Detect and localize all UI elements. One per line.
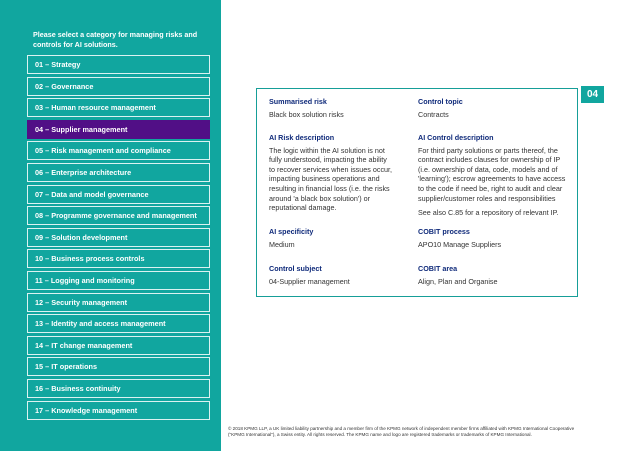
summarised-risk-value: Black box solution risks <box>269 109 344 119</box>
control-subject-value: 04-Supplier management <box>269 276 350 286</box>
nav-item-business-continuity[interactable]: 16 – Business continuity <box>27 379 210 398</box>
cobit-area-block <box>418 264 573 286</box>
summarised-risk-block <box>269 97 394 119</box>
control-subject-block <box>269 264 394 286</box>
ai-control-description-block <box>418 133 573 218</box>
ai-specificity-block <box>269 227 394 249</box>
category-nav <box>27 55 210 422</box>
nav-item-knowledge-management[interactable]: 17 – Knowledge management <box>27 401 210 420</box>
nav-item-logging-and-monitoring[interactable]: 11 – Logging and monitoring <box>27 271 210 290</box>
category-sidebar <box>0 0 221 451</box>
nav-item-security-management[interactable]: 12 – Security management <box>27 293 210 312</box>
copyright-footer: © 2018 KPMG LLP, a UK limited liability partnership and a member firm of the KPMG network of independent member firms affiliated with KPMG International Cooperative ("KPMG International"), a Swiss entity. All rights reserved. The KPMG name and logo are registered trademarks or trademarks of KPMG International. <box>228 426 575 437</box>
nav-item-enterprise-architecture[interactable]: 06 – Enterprise architecture <box>27 163 210 182</box>
control-topic-block <box>418 97 573 119</box>
control-topic-value: Contracts <box>418 109 449 119</box>
page-number-tab: 04 <box>581 86 604 103</box>
ai-risk-description-heading: AI Risk description <box>269 133 335 142</box>
nav-item-data-and-model-governance[interactable]: 07 – Data and model governance <box>27 185 210 204</box>
cobit-process-heading: COBIT process <box>418 227 470 236</box>
ai-control-description-note: See also C.85 for a repository of relevant IP. <box>418 208 559 218</box>
sidebar-intro: Please select a category for managing risks and controls for AI solutions. <box>33 30 198 49</box>
nav-item-solution-development[interactable]: 09 – Solution development <box>27 228 210 247</box>
nav-item-human-resource-management[interactable]: 03 – Human resource management <box>27 98 210 117</box>
cobit-process-value: APO10 Manage Suppliers <box>418 239 502 249</box>
control-topic-heading: Control topic <box>418 97 463 106</box>
ai-risk-description-block <box>269 133 394 213</box>
nav-item-governance[interactable]: 02 – Governance <box>27 77 210 96</box>
nav-item-identity-and-access-management[interactable]: 13 – Identity and access management <box>27 314 210 333</box>
cobit-area-value: Align, Plan and Organise <box>418 276 498 286</box>
ai-control-description-heading: AI Control description <box>418 133 494 142</box>
ai-risk-description-text: The logic within the AI solution is not fully understood, impacting the ability to recover services when issues occur, impacting business operations and resulting in financial loss (i.e. the risks around 'a black box solution') or reputational damage. <box>269 145 393 213</box>
ai-specificity-value: Medium <box>269 239 295 249</box>
ai-specificity-heading: AI specificity <box>269 227 314 236</box>
cobit-area-heading: COBIT area <box>418 264 458 273</box>
cobit-process-block <box>418 227 573 249</box>
nav-item-programme-governance[interactable]: 08 – Programme governance and management <box>27 206 210 225</box>
summarised-risk-heading: Summarised risk <box>269 97 327 106</box>
nav-item-risk-management-and-compliance[interactable]: 05 – Risk management and compliance <box>27 141 210 160</box>
nav-item-it-change-management[interactable]: 14 – IT change management <box>27 336 210 355</box>
nav-item-supplier-management[interactable]: 04 – Supplier management <box>27 120 210 139</box>
control-subject-heading: Control subject <box>269 264 322 273</box>
ai-control-description-text: For third party solutions or parts thereof, the contract includes clauses for ownership of IP (i.e. ownership of data, code, models and of 'learning'); escrow agreements to have access to the code if need be, right to audit and clear supplier/customer roles and responsibilities <box>418 145 566 203</box>
nav-item-it-operations[interactable]: 15 – IT operations <box>27 357 210 376</box>
nav-item-strategy[interactable]: 01 – Strategy <box>27 55 210 74</box>
nav-item-business-process-controls[interactable]: 10 – Business process controls <box>27 249 210 268</box>
